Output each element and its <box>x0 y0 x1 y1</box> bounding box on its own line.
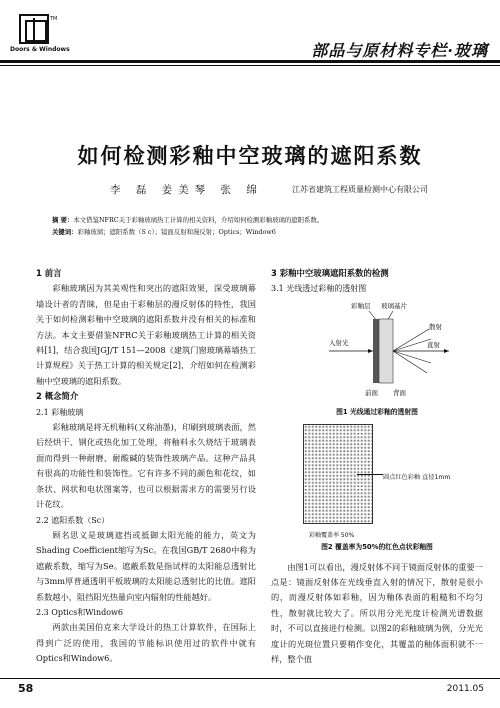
keywords-text: 彩釉玻璃；遮阳系数（S c）；镜面反射和漫反射；Optics；Window6 <box>77 228 276 236</box>
page-number: 58 <box>18 682 34 695</box>
section-heading: 1 前言 <box>36 268 62 278</box>
transmission-diagram <box>311 299 461 399</box>
footer-rule <box>0 678 500 679</box>
figure-2-caption: 图2 覆盖率为50%的红色点状彩釉图 <box>321 543 433 552</box>
paragraph: 顾名思义是玻璃遮挡或抵御太阳光能的能力，英文为Shading Coefficient缩写为Sc。在我国GB/T 2680中称为遮蔽系数，缩写为Se。遮蔽系数是指试样的太阳能总透射比与3mm厚普通透明平板玻璃的太阳能总透射比的比值。遮阳系数越小，阻挡阳光热量向室内辐射的性能越好。 <box>36 529 256 602</box>
paragraph: 彩釉玻璃因为其美观性和突出的遮阳效果，深受玻璃幕墙设计者的青睐，但是由于彩釉层的漫反射体的特性，我国关于如何检测彩釉中空玻璃的遮阳系数并没有相关的标准和方法。本文主要借鉴NFRC关于彩釉玻璃热工计算的相关资料[1]，结合我国JGJ/T 151—2008《建筑门窗玻璃幕墙热工计算规程》关于热工计算的相关规定[2]，介绍如何在检测彩釉中空玻璃的遮阳系数。 <box>36 283 256 386</box>
figure-1-caption: 图1 光线通过彩釉的透射图 <box>336 407 418 416</box>
affiliation: 江苏省建筑工程质量检测中心有限公司 <box>292 185 428 194</box>
column-heading: 部品与原材料专栏·玻璃 <box>311 41 488 60</box>
header-rule-thin <box>0 65 500 66</box>
journal-logo <box>10 14 70 53</box>
incident-label: 入射光 <box>329 338 349 347</box>
direct-arrowhead <box>444 349 449 353</box>
abstract-block <box>52 214 452 238</box>
subsection-heading: 2.3 Optics和Window6 <box>36 607 123 617</box>
frit-layer-shape <box>373 319 379 383</box>
scatter-label: 散射 <box>429 322 442 331</box>
issue-date: 2011.05 <box>446 684 484 694</box>
left-column <box>36 266 256 667</box>
figure-1-diagram <box>311 299 461 399</box>
direct-label: 直射 <box>427 340 440 349</box>
scatter-ray <box>393 339 431 351</box>
paragraph: 彩釉玻璃是将无机釉料(又称油墨)，印刷到玻璃表面，然后经烘干、钢化或热化加工处理，将釉料永久烧结于玻璃表面而得到一种耐磨、耐酸碱的装饰性玻璃产品。这种产品具有很高的功能性和装饰性。它有许多不同的颜色和花纹，如条状、网状和电状图案等，也可以根据需求方的需要另行设计花纹。 <box>36 422 256 510</box>
subsection-heading: 3.1 光线透过彩釉的透射图 <box>271 284 367 294</box>
scatter-ray <box>393 329 429 351</box>
figure-2 <box>271 424 483 540</box>
abstract-label: 摘 要： <box>52 216 74 224</box>
section-heading: 3 彩釉中空玻璃遮阳系数的检测 <box>271 268 389 278</box>
right-column <box>271 266 483 667</box>
trademark-mark: TM <box>50 16 58 22</box>
glass-substrate-label: 玻璃基片 <box>381 301 407 310</box>
authors: 李 磊 姜美琴 张 绵 <box>110 184 263 196</box>
front-label: 前面 <box>365 388 378 397</box>
paragraph: 由图1可以看出，漫反射体不同于镜面反射体的重要一点是：镜面反射体在光线垂直入射的情况下，散射是很小的，而漫反射体如彩釉，因为釉体表面的粗糙和不均匀性，散射就比较大了。所以用分光光度计检测光谱数据时，不可以直接进行检测。以图2的彩釉玻璃为例，分光光度计的光斑位置只要稍作变化，其覆盖的釉体面积就不一样，整个值 <box>271 561 483 665</box>
article-title: 如何检测彩釉中空玻璃的遮阳系数 <box>77 143 423 168</box>
subsection-heading: 2.2 遮阳系数（Sc） <box>36 515 110 525</box>
header-rule <box>0 60 500 63</box>
incident-arrowhead <box>368 349 373 353</box>
section-heading: 2 概念简介 <box>36 391 79 402</box>
window-logo-icon <box>19 14 49 44</box>
back-label: 背面 <box>393 388 406 397</box>
figure-2-pointer-line <box>357 474 383 475</box>
keywords-label: 关键词： <box>52 228 78 236</box>
figure-2-coverage-label: 彩釉覆盖率 50% <box>309 532 355 540</box>
paragraph: 两款由美国伯克来大学设计的热工计算软件，在国际上得到广泛的使用，我国的节能标识使用过的软件中就有Optics和Window6。 <box>36 622 256 664</box>
frit-layer-label: 彩釉层 <box>351 301 371 310</box>
subsection-heading: 2.1 彩釉玻璃 <box>36 407 84 417</box>
logo-text: Doors & Windows <box>10 46 70 53</box>
figure-2-note: 圆点红色彩釉 直径1mm <box>383 474 451 482</box>
glass-substrate-shape <box>379 319 393 383</box>
scatter-ray <box>393 351 427 373</box>
abstract-text: 本文借鉴NFRC关于彩釉玻璃热工计算的相关资料，介绍如何检测彩釉玻璃的遮阳系数。 <box>73 216 324 224</box>
scatter-ray <box>393 351 431 363</box>
